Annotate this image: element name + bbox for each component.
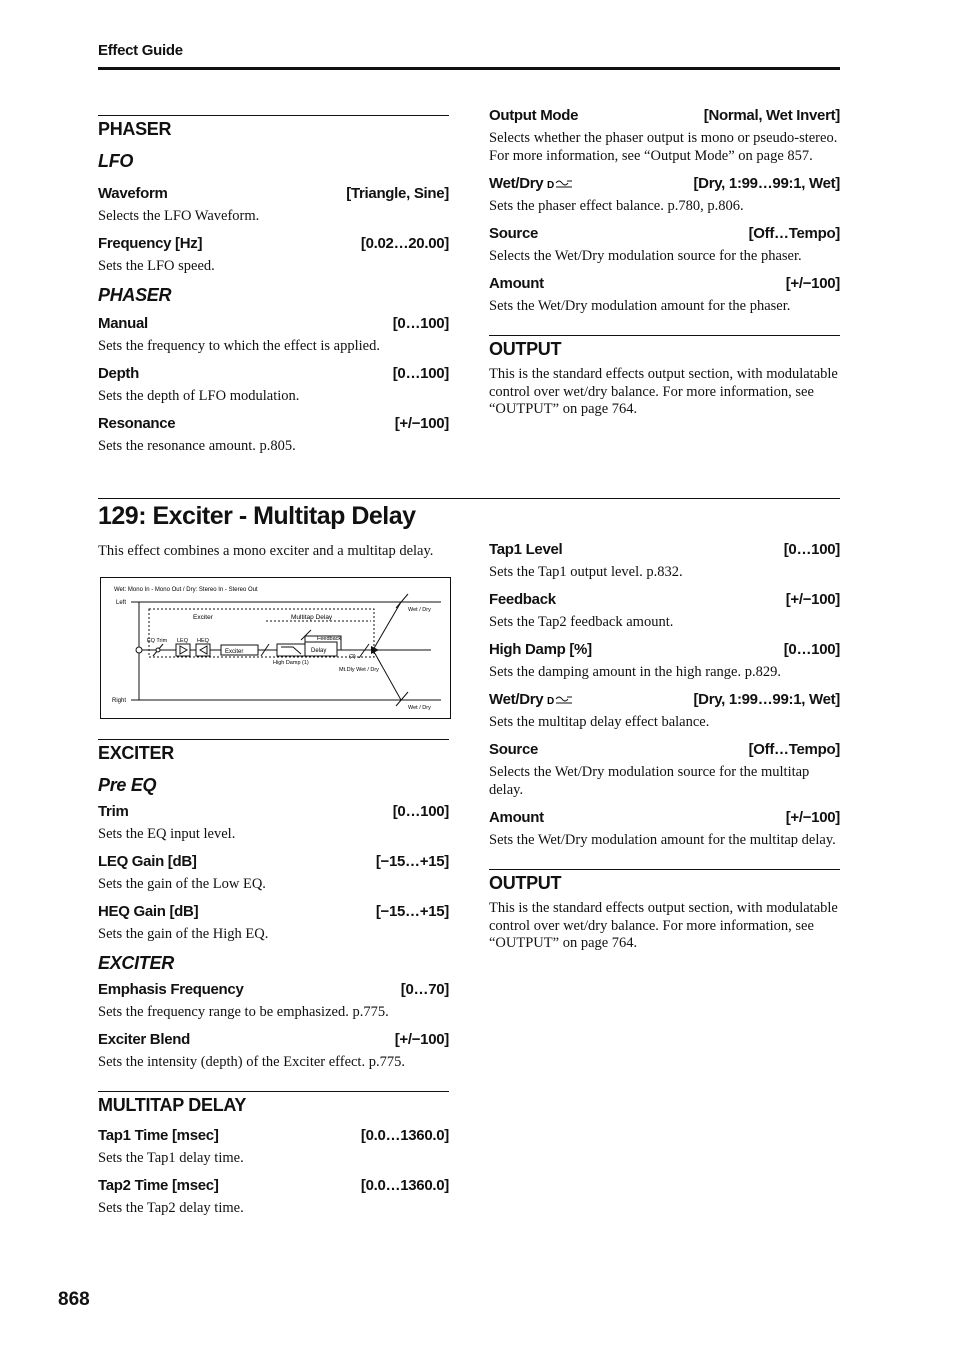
param-name: Manual [98, 315, 148, 332]
param-name: LEQ Gain [dB] [98, 852, 197, 870]
param-row [98, 234, 449, 254]
heq-label: HEQ [197, 637, 209, 644]
wetdry-bottom-label: Wet / Dry [408, 704, 431, 711]
param-desc: Sets the EQ input level. [98, 825, 236, 842]
param-desc: Selects the LFO Waveform. [98, 208, 260, 224]
param-desc: Sets the intensity (depth) of the Exciter effect. p.775. [98, 1053, 405, 1070]
param-range: [+/−100] [394, 1030, 449, 1048]
param-range: [0…100] [392, 315, 449, 332]
phaser-right-column [489, 106, 840, 419]
param-name: Trim [98, 802, 129, 820]
param-name: Resonance [98, 415, 176, 432]
section-title: OUTPUT [489, 339, 562, 359]
param-desc: Sets the depth of LFO modulation. [98, 388, 300, 404]
param-row [98, 980, 449, 1000]
param-row [489, 540, 840, 560]
param-desc: Sets the frequency to which the effect is applied. [98, 338, 380, 354]
param-range: [−15…+15] [375, 852, 449, 870]
param-range: [0.02…20.00] [360, 235, 449, 252]
leq-label: LEQ [177, 637, 189, 644]
param-row [489, 590, 840, 610]
param-row [489, 106, 840, 126]
section-title: PHASER [98, 119, 172, 139]
page-number: 868 [58, 1289, 90, 1310]
param-range: [Triangle, Sine] [346, 185, 449, 202]
param-range: [Dry, 1:99…99:1, Wet] [693, 175, 840, 192]
param-desc: Sets the Tap2 feedback amount. [489, 614, 674, 630]
section-title: EXCITER [98, 742, 174, 763]
param-range: [+/−100] [785, 809, 840, 826]
param-name: Source [489, 225, 539, 242]
param-row [98, 1030, 449, 1050]
param-name: Wet/Dry [489, 175, 544, 192]
block-diagram [100, 577, 451, 719]
param-name: Frequency [Hz] [98, 235, 203, 252]
param-range: [Off…Tempo] [748, 741, 840, 758]
effect-title: 129: Exciter - Multitap Delay [98, 502, 416, 530]
section-title: MULTITAP DELAY [98, 1094, 247, 1115]
param-name: Waveform [98, 185, 168, 202]
param-row [489, 740, 840, 760]
effect-rule [98, 498, 840, 499]
param-desc: Sets the multitap delay effect balance. [489, 714, 710, 730]
header-rule [98, 67, 840, 70]
output-section [489, 869, 840, 894]
param-range: [Off…Tempo] [748, 225, 840, 242]
phaser-left-column [98, 115, 449, 464]
eq-trim-label: EQ Trim [147, 637, 168, 644]
param-desc: Sets the Tap1 delay time. [98, 1149, 244, 1166]
section-title: OUTPUT [489, 873, 562, 893]
param-range: [0…100] [392, 802, 449, 820]
effect-right-column [489, 540, 840, 953]
param-name: Tap1 Level [489, 541, 563, 558]
param-desc: Sets the phaser effect balance. p.780, p.806. [489, 198, 744, 214]
output-section [489, 335, 840, 360]
param-desc: Sets the Wet/Dry modulation amount for the phaser. [489, 298, 791, 314]
effect-left-column [98, 543, 449, 1226]
param-desc: Sets the damping amount in the high range. p.829. [489, 664, 781, 680]
param-row [489, 640, 840, 660]
right-label: Right [112, 697, 127, 704]
param-name: Amount [489, 809, 544, 826]
param-row [98, 414, 449, 434]
dmod-icon [547, 178, 573, 190]
param-range: [−15…+15] [375, 902, 449, 920]
delay-label: Delay [311, 647, 327, 654]
param-range: [0…70] [400, 980, 449, 998]
svg-text:D: D [547, 696, 555, 707]
exciter-section [98, 739, 449, 764]
tap2-label: (2) [349, 653, 356, 660]
intro-paragraph: This effect combines a mono exciter and a multitap delay. [98, 543, 434, 559]
param-range: [Dry, 1:99…99:1, Wet] [693, 691, 840, 708]
running-header: Effect Guide [98, 42, 183, 59]
param-desc: Sets the gain of the Low EQ. [98, 875, 266, 892]
param-range: [0.0…1360.0] [360, 1176, 449, 1194]
param-row [98, 1176, 449, 1196]
output-paragraph: This is the standard effects output section, with modulatable control over wet/dry balance. For more information, see “OUTPUT” on page 764. [489, 900, 838, 951]
param-name: Source [489, 741, 539, 758]
param-desc: Sets the frequency range to be emphasized. p.775. [98, 1003, 389, 1020]
param-name: High Damp [%] [489, 641, 592, 658]
param-desc: Sets the resonance amount. p.805. [98, 438, 296, 454]
param-row [489, 224, 840, 244]
param-name: HEQ Gain [dB] [98, 902, 199, 920]
param-name: Emphasis Frequency [98, 980, 244, 998]
mtdly-label: Mt.Dly Wet / Dry [339, 666, 379, 673]
param-row [98, 1126, 449, 1146]
svg-text:D: D [547, 180, 555, 191]
param-row [489, 690, 840, 710]
phaser-section [98, 115, 449, 140]
param-desc: Sets the LFO speed. [98, 258, 215, 274]
param-name: Amount [489, 275, 544, 292]
param-row [98, 184, 449, 204]
param-row [98, 852, 449, 872]
param-range: [+/−100] [394, 415, 449, 432]
output-paragraph: This is the standard effects output section, with modulatable control over wet/dry balance. For more information, see “OUTPUT” on page 764. [489, 366, 838, 417]
param-range: [Normal, Wet Invert] [703, 107, 840, 124]
param-desc: Sets the Tap2 delay time. [98, 1199, 244, 1216]
param-range: [0…100] [392, 365, 449, 382]
wetdry-top-label: Wet / Dry [408, 606, 431, 613]
param-row [98, 364, 449, 384]
high-damp-label: High Damp (1) [273, 659, 309, 666]
param-range: [+/−100] [785, 591, 840, 608]
param-range: [+/−100] [785, 275, 840, 292]
dmod-icon [547, 694, 573, 706]
feedback-label: Feedback [317, 635, 342, 642]
param-name: Output Mode [489, 107, 579, 124]
subsection-title: Pre EQ [98, 774, 157, 795]
param-desc: Sets the Wet/Dry modulation amount for the multitap delay. [489, 832, 836, 848]
param-row [489, 274, 840, 294]
param-row [98, 314, 449, 334]
subsection-title: LFO [98, 151, 134, 171]
exciter-box-label: Exciter [193, 613, 213, 621]
param-name: Depth [98, 365, 139, 382]
param-row [98, 902, 449, 922]
left-label: Left [116, 599, 127, 606]
param-name: Feedback [489, 591, 556, 608]
param-desc: Selects whether the phaser output is mono or pseudo-stereo. For more information, see “Output Mode” on page 857. [489, 130, 838, 164]
delay-box-label: Multitap Delay [291, 613, 333, 621]
param-range: [0…100] [783, 641, 840, 658]
param-name: Exciter Blend [98, 1030, 190, 1048]
param-desc: Selects the Wet/Dry modulation source for the multitap delay. [489, 764, 810, 798]
multitap-section [98, 1091, 449, 1116]
subsection-title: PHASER [98, 285, 172, 305]
param-row [98, 802, 449, 822]
param-range: [0.0…1360.0] [360, 1126, 449, 1144]
param-desc: Selects the Wet/Dry modulation source for the phaser. [489, 248, 802, 264]
param-name: Wet/Dry [489, 691, 544, 708]
exciter-block-label: Exciter [225, 648, 244, 655]
subsection-title: EXCITER [98, 952, 174, 973]
diagram-caption: Wet: Mono In - Mono Out / Dry: Stereo In - Stereo Out [114, 586, 258, 593]
param-desc: Sets the gain of the High EQ. [98, 925, 269, 942]
param-range: [0…100] [783, 541, 840, 558]
param-name: Tap2 Time [msec] [98, 1176, 219, 1194]
param-row [489, 174, 840, 194]
param-name: Tap1 Time [msec] [98, 1126, 219, 1144]
param-desc: Sets the Tap1 output level. p.832. [489, 564, 683, 580]
signal-flow-diagram [101, 578, 450, 718]
param-row [489, 808, 840, 828]
